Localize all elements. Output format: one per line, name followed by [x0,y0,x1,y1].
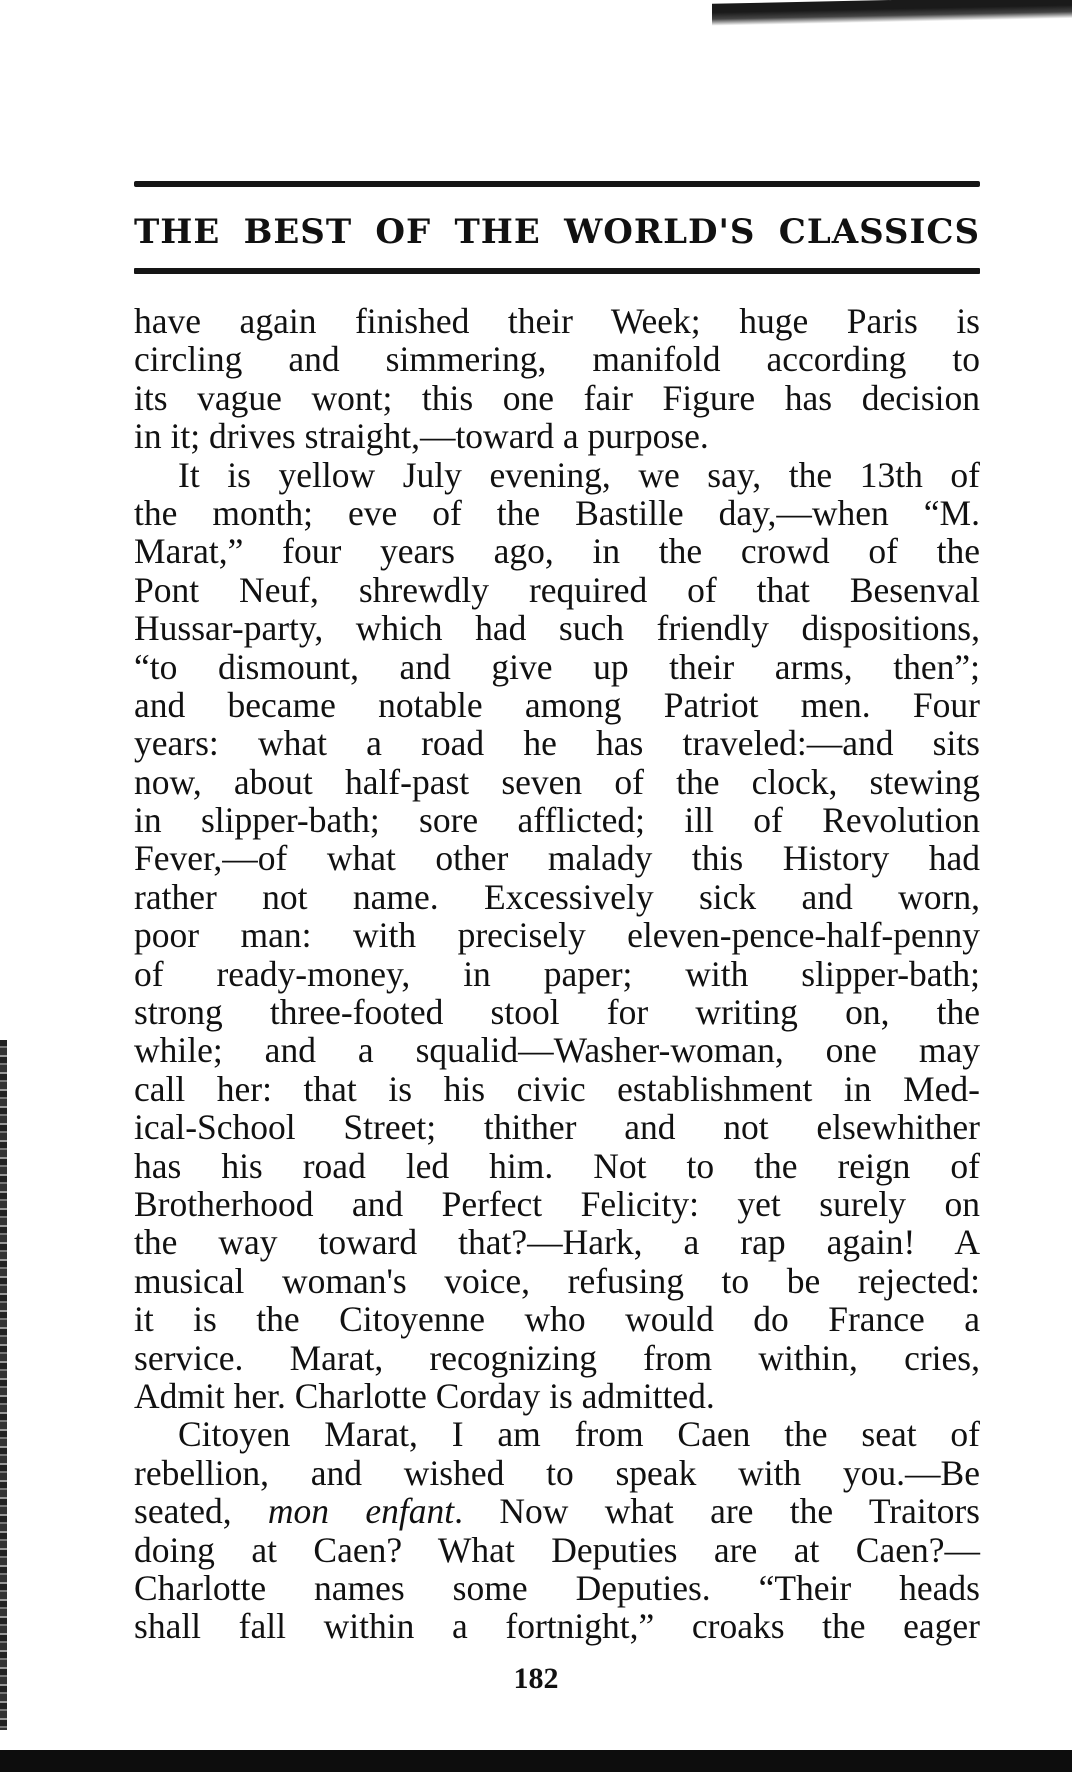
header-rule-top [134,181,980,187]
text-line: Admit her. Charlotte Corday is admitted. [134,1375,715,1416]
text-line: it is the Citoyenne who would do France a [134,1299,980,1340]
text-line: Charlotte names some Deputies. “Their heads [134,1567,980,1608]
text-line: now, about half-past seven of the clock, stewing [134,761,980,802]
text-line: Brotherhood and Perfect Felicity: yet surely on [134,1183,980,1224]
text-line: Citoyen Marat, I am from Caen the seat of [178,1414,980,1455]
text-line: its vague wont; this one fair Figure has decision [134,377,980,418]
page-bottom-edge [0,1750,1072,1772]
text-line: seated, mon enfant. Now what are the Traitors [134,1491,980,1532]
text-line: have again finished their Week; huge Paris is [134,301,980,341]
text-line: musical woman's voice, refusing to be rejected: [134,1260,980,1301]
text-line: Pont Neuf, shrewdly required of that Besenval [134,569,980,610]
text-line: rebellion, and wished to speak with you.—Be [134,1452,980,1493]
text-line: Hussar-party, which had such friendly dispositions, [134,608,980,649]
text-line: shall fall within a fortnight,” croaks the eager [134,1606,980,1647]
text-line: while; and a squalid—Washer-woman, one may [134,1030,980,1071]
body-text [134,302,980,1646]
text-line: Marat,” four years ago, in the crowd of the [134,531,980,572]
text-line: strong three-footed stool for writing on, the [134,992,980,1033]
text-line: It is yellow July evening, we say, the 13th of [178,454,980,495]
text-line: “to dismount, and give up their arms, then”; [134,646,980,687]
binding-edge [0,1040,7,1730]
text-line: in it; drives straight,—toward a purpose. [134,416,709,457]
text-line: in slipper-bath; sore afflicted; ill of Revolution [134,800,980,841]
running-head: THE BEST OF THE WORLD'S CLASSICS [134,212,980,252]
text-line: the month; eve of the Bastille day,—when “M. [134,492,980,533]
text-line: circling and simmering, manifold according to [134,339,980,380]
text-line: Fever,—of what other malady this History had [134,838,980,879]
text-line: rather not name. Excessively sick and worn, [134,876,980,917]
text-line: service. Marat, recognizing from within, cries, [134,1337,980,1378]
header-rule-bottom [134,268,980,274]
text-line: doing at Caen? What Deputies are at Caen?— [134,1529,980,1570]
text-line: the way toward that?—Hark, a rap again! A [134,1222,980,1263]
text-line: ical-School Street; thither and not elsewhither [134,1107,980,1148]
text-line: has his road led him. Not to the reign of [134,1145,980,1186]
text-line: years: what a road he has traveled:—and sits [134,723,980,764]
page-number: 182 [513,1662,559,1695]
text-line: poor man: with precisely eleven-pence-half-penny [134,915,980,956]
page-top-edge-shadow [712,0,1072,26]
text-line: of ready-money, in paper; with slipper-bath; [134,953,980,994]
text-line: and became notable among Patriot men. Four [134,684,980,725]
text-line: call her: that is his civic establishment in Med- [134,1068,980,1109]
